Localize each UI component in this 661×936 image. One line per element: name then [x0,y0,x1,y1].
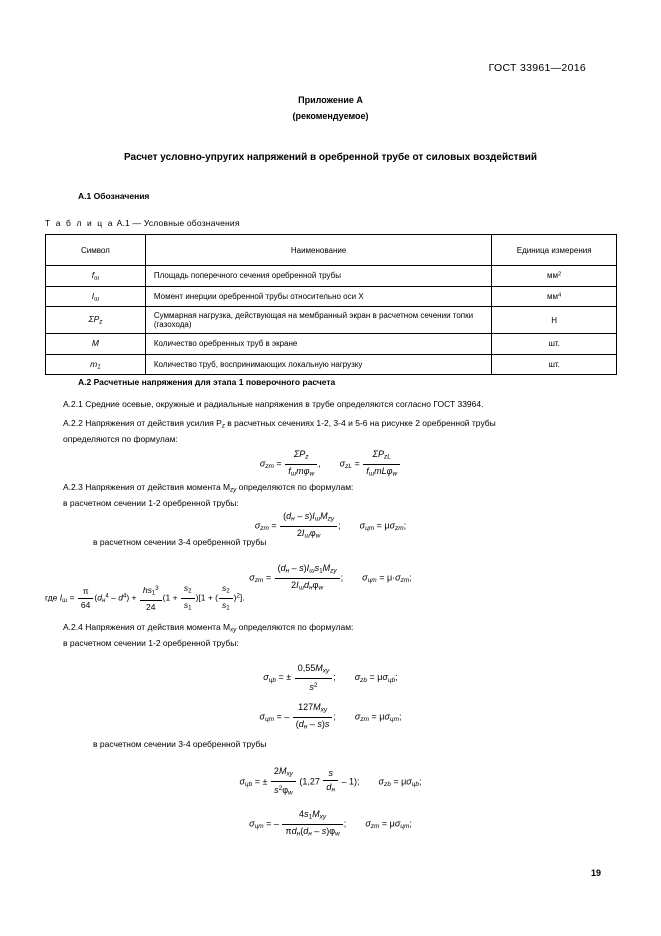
symbol-sub: z [99,318,103,326]
symbol-base: I [91,290,95,301]
table-row [46,286,617,307]
paragraph-a23 [63,481,617,510]
formula-a23-sec12: $\sigma_{zm}$ = $\frac{(d_н - s)I_шM_{zy}}{2I_ш\varphi_w}$ ; $\sigma_{цm} = \mu\sigma_{zm}$; [254,511,407,540]
formula-a23-sec34: $\sigma_{zm}$ = $\frac{(d_н - s)I_шs_1M_{zy}}{2I_шd_н\varphi_w}$ ; $\sigma_{цm} = \mu\cdot\sigma_{zm}$; [249,563,412,592]
formula-a22: $\sigma_{zm}$ = $\frac{\Sigma P_z}{f_шm\varphi_w}$ , $\sigma_{zL}$ = $\frac{\Sigma P_{zL}}{f_шmL\varphi_w}$ [0,449,661,479]
section-heading-a2: А.2 Расчетные напряжения для этапа 1 поверочного расчета [78,377,336,387]
unit-base: шт. [548,339,560,349]
symbol-sub: ш [94,295,100,303]
cell-name: Суммарная нагрузка, действующая на мембранный экран в расчетном сечении топки (газохода) [145,307,491,334]
symbol-sub: ш [94,274,100,282]
table-header-row [46,235,617,266]
symbol-base: М [91,338,99,349]
table-caption-text: Условные обозначения [143,218,240,228]
a24-text-3: в расчетном сечении 1-2 оребренной трубы: [63,637,239,648]
section-heading-a1: А.1 Обозначения [78,191,150,201]
a22-text-3: определяются по формулам: [63,433,178,444]
cell-unit [492,334,617,355]
formula-fraction-right [363,449,400,479]
paragraph-a22 [63,417,617,446]
table-row [46,307,617,334]
a24-subscript: xy [230,626,237,634]
a24-text-1: А.2.4 Напряжения от действия момента M [63,622,231,632]
formula-fraction-left [285,449,317,479]
paragraph-where: где $I_ш$ = $\frac{\pi}{64}$ $(d_н^4 - d^4)$ + $\frac{hs_1^3}{24}$ (1 + $\frac{s_2}{s_1}$ )[1 + ( $\frac{s_2}{s_1}$ )$^2$]. [45,583,245,612]
cell-symbol [46,334,146,355]
notation-table [45,234,617,375]
a23-text-1: А.2.3 Напряжения от действия момента M [63,482,231,492]
formula-fraction: $\frac{0,55M_{xy}}{s^2}$ [295,663,333,693]
symbol-base: m [90,358,98,369]
formula-rhs-sigma: σ [339,458,346,469]
table-caption-dash: — [132,218,142,228]
frac-s2-s1: $\frac{s_2}{s_1}$ [181,583,195,613]
symbol-sub: 1 [97,363,101,371]
frac-num-sub: z [305,453,309,461]
formula-fraction: $\frac{(d_н - s)I_шM_{zy}}{2I_ш\varphi_w}$ [280,511,337,541]
annex-subtitle: (рекомендуемое) [292,111,369,121]
unit-sup: 4 [558,292,562,299]
table-caption-number: А.1 [116,218,130,228]
frac-num: ΣP [372,449,384,459]
standard-header: ГОСТ 33961—2016 [488,62,586,74]
unit-base: мм [547,291,559,301]
unit-base: шт. [548,359,560,369]
where-label: где [45,592,58,603]
a23-text-3: в расчетном сечении 1-2 оребренной трубы: [63,497,239,508]
annex-title: Приложение А [298,95,363,105]
table-caption-prefix: Т а б л и ц а [45,218,115,228]
a24-text-2: определяются по формулам: [236,622,354,632]
cell-name: Момент инерции оребренной трубы относительно оси Х [145,286,491,307]
unit-sup: 2 [558,271,562,278]
cell-unit [492,266,617,287]
a22-text-1: А.2.2 Напряжения от действия усилия P [63,418,222,428]
formula-a24-sec12-membrane: $\sigma_{цm}$ = – $\frac{127M_{xy}}{(d_н - s)s}$ ; $\sigma_{zm} = \mu\sigma_{цm}$; [259,702,402,731]
cell-symbol [46,266,146,287]
a22-text-2: в расчетных сечениях 1-2, 3-4 и 5-6 на рисунке 2 оребренной трубы [224,418,496,428]
frac-hs-24: $\frac{hs_1^3}{24}$ [140,583,162,612]
frac-den2-sub: w [309,470,315,478]
paragraph-a24 [63,621,617,650]
table-row [46,354,617,375]
formula-a24-sec34-bending: $\sigma_{цb}$ = ± $\frac{2M_{xy}}{s^2\varphi_w}$ (1,27 $\frac{s}{d_н}$ – 1); $\sigma_{zb} = \mu\sigma_{цb}$; [239,766,422,797]
formula-fraction: $\frac{127M_{xy}}{(d_н - s)s}$ [293,702,333,732]
a23-text-2: определяются по формулам: [236,482,354,492]
column-header-name: Наименование [145,235,491,266]
paragraph-a24-sec34: в расчетном сечении 3-4 оребренной трубы [93,739,267,749]
symbol-base: ΣP [88,314,100,325]
main-title: Расчет условно-упругих напряжений в оребренной трубе от силовых воздействий [123,152,538,163]
table-caption [45,218,240,228]
frac-den-sub: ш [290,470,297,478]
frac-num: ΣP [293,449,306,459]
column-header-symbol: Символ [46,235,146,266]
formula-rhs-sub: zL [345,463,352,471]
formula-fraction-inner: $\frac{s}{d_н}$ [323,768,338,796]
formula-a24-sec34-membrane: $\sigma_{цm}$ = – $\frac{4s_1M_{xy}}{\pi d_н(d_н - s)\varphi_w}$ ; $\sigma_{zm} = \mu\sigma_{цm}$; [249,809,412,838]
cell-symbol [46,307,146,334]
cell-unit [492,354,617,375]
symbol-base: f [91,270,95,280]
page-number: 19 [590,868,601,878]
frac-den2-sub: w [392,470,398,478]
frac-num-sub: zL [383,453,391,461]
formula-lhs-sigma: σ [259,458,266,469]
frac-pi-64: $\frac{\pi}{64}$ [78,586,93,611]
unit-base: Н [551,315,558,325]
cell-unit [492,286,617,307]
paragraph-a23-sec34: в расчетном сечении 3-4 оребренной трубы [93,537,267,547]
formula-fraction: $\frac{4s_1M_{xy}}{\pi d_н(d_н - s)\varphi_w}$ [282,809,342,839]
cell-name: Количество труб, воспринимающих локальную нагрузку [145,354,491,375]
frac-den2: mLφ [374,465,393,476]
cell-unit [492,307,617,334]
frac-den2: mφ [296,465,310,476]
unit-base: мм [547,271,559,281]
frac-den: f [288,465,291,476]
formula-a24-sec12-bending: $\sigma_{цb}$ = ± $\frac{0,55M_{xy}}{s^2}$ ; $\sigma_{zb} = \mu\sigma_{цb}$; [263,663,398,692]
a23-subscript: zy [230,486,237,494]
cell-symbol [46,354,146,375]
frac-den: f [366,465,369,476]
paragraph-a21: А.2.1 Средние осевые, окружные и радиальные напряжения в трубе определяются согласно ГОСТ 33964. [63,399,484,409]
table-row [46,334,617,355]
frac-s2-s1-b: $\frac{s_2}{s_1}$ [219,583,233,613]
cell-symbol [46,286,146,307]
formula-lhs-sub: zm [265,463,274,471]
cell-name: Площадь поперечного сечения оребренной трубы [145,266,491,287]
formula-fraction: $\frac{2M_{xy}}{s^2\varphi_w}$ [271,766,296,798]
column-header-unit: Единица измерения [492,235,617,266]
cell-name: Количество оребренных труб в экране [145,334,491,355]
table-row [46,266,617,287]
frac-den-sub: ш [368,470,375,478]
formula-fraction: $\frac{(d_н - s)I_шs_1M_{zy}}{2I_шd_н\varphi_w}$ [275,563,340,593]
a22-subscript: z [221,422,225,430]
